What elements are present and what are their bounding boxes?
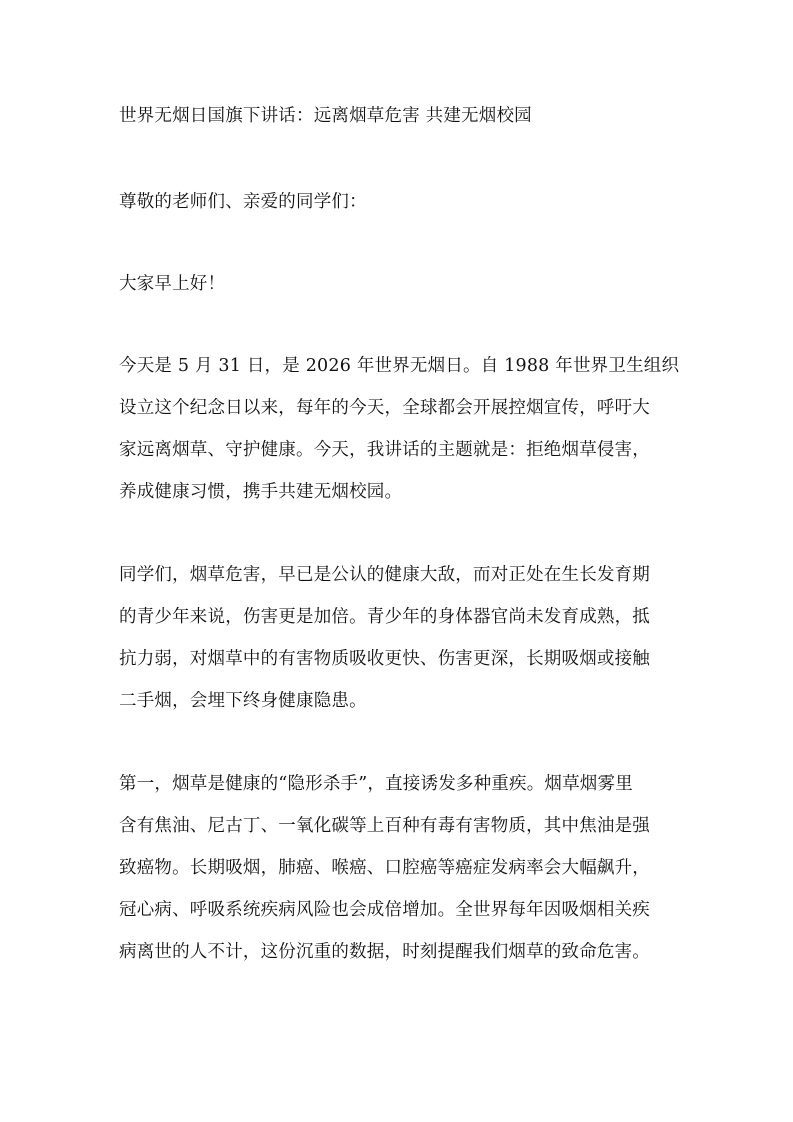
paragraph-3-line-1: 第一，烟草是健康的“隐形杀手”，直接诱发多种重疾。烟草烟雾里 [119, 774, 633, 794]
paragraph-2-line-4: 二手烟，会埋下终身健康隐患。 [119, 691, 367, 711]
paragraph-3-line-2: 含有焦油、尼古丁、一氧化碳等上百种有毒有害物质，其中焦油是强 [119, 816, 650, 836]
paragraph-1-line-3: 家远离烟草、守护健康。今天，我讲话的主题就是：拒绝烟草侵害， [119, 440, 650, 460]
greeting: 大家早上好！ [119, 274, 226, 294]
paragraph-3-line-5: 病离世的人不计，这份沉重的数据，时刻提醒我们烟草的致命危害。 [119, 942, 650, 962]
paragraph-2-line-1: 同学们，烟草危害，早已是公认的健康大敌，而对正处在生长发育期 [119, 565, 650, 585]
document-title: 世界无烟日国旗下讲话：远离烟草危害 共建无烟校园 [119, 106, 532, 126]
paragraph-3-line-4: 冠心病、呼吸系统疾病风险也会成倍增加。全世界每年因吸烟相关疾 [119, 900, 650, 920]
paragraph-2-line-2: 的青少年来说，伤害更是加倍。青少年的身体器官尚未发育成熟，抵 [119, 607, 650, 627]
paragraph-1-line-1: 今天是 5 月 31 日，是 2026 年世界无烟日。自 1988 年世界卫生组织 [119, 356, 680, 376]
paragraph-3-line-3: 致癌物。长期吸烟，肺癌、喉癌、口腔癌等癌症发病率会大幅飙升， [119, 858, 650, 878]
paragraph-1-line-4: 养成健康习惯，携手共建无烟校园。 [119, 482, 403, 502]
paragraph-2-line-3: 抗力弱，对烟草中的有害物质吸收更快、伤害更深，长期吸烟或接触 [119, 649, 650, 669]
paragraph-1-line-2: 设立这个纪念日以来，每年的今天，全球都会开展控烟宣传，呼吁大 [119, 398, 650, 418]
salutation: 尊敬的老师们、亲爱的同学们： [119, 192, 367, 212]
